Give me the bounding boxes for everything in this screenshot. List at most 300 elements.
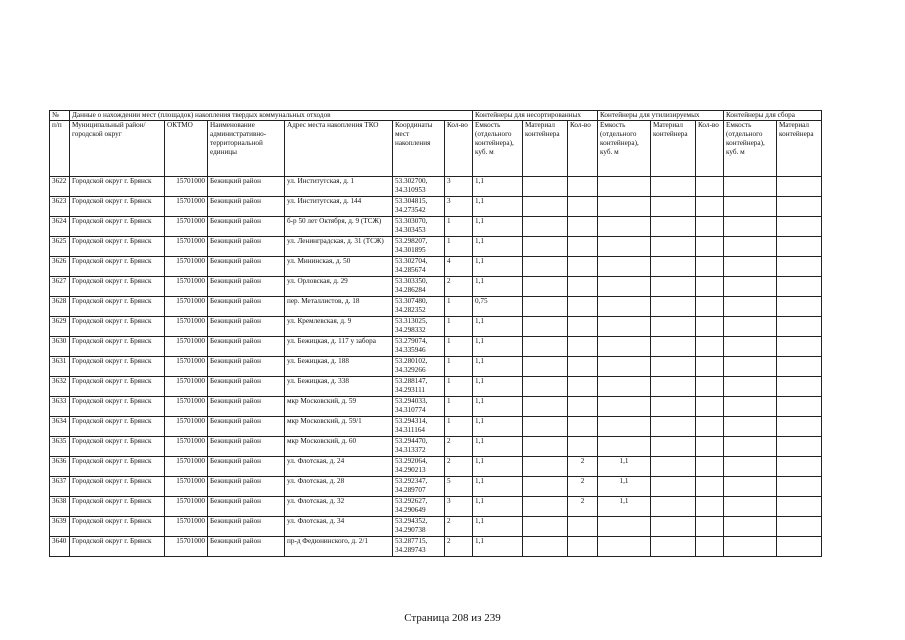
cell-collect-count xyxy=(696,257,724,277)
cell-admin-unit: Бежицкий район xyxy=(208,337,285,357)
cell-collect-material xyxy=(777,297,822,317)
cell-recycle-volume xyxy=(598,177,651,197)
cell-oktmo: 15701000 xyxy=(165,177,208,197)
cell-collect-material xyxy=(777,257,822,277)
cell-address: ул. Бежицкая, д. 188 xyxy=(285,357,393,377)
cell-address: пр-д Федюнинского, д. 2/1 xyxy=(285,537,393,557)
table-row xyxy=(50,197,822,217)
cell-recycle-volume xyxy=(598,217,651,237)
cell-coords: 53.288147, 34.293111 xyxy=(393,377,445,397)
cell-unsorted-count: 1 xyxy=(445,397,473,417)
cell-collect-material xyxy=(777,457,822,477)
cell-coords: 53.303350, 34.286284 xyxy=(393,277,445,297)
cell-address: ул. Орловская, д. 29 xyxy=(285,277,393,297)
cell-no: 3636 xyxy=(50,457,70,477)
cell-oktmo: 15701000 xyxy=(165,337,208,357)
table-row xyxy=(50,357,822,377)
cell-no: 3635 xyxy=(50,437,70,457)
cell-coords: 53.298207, 34.301895 xyxy=(393,237,445,257)
cell-address: ул. Институтская, д. 1 xyxy=(285,177,393,197)
cell-collect-volume xyxy=(724,477,777,497)
cell-recycle-volume: 1,1 xyxy=(598,457,651,477)
cell-collect-count xyxy=(696,277,724,297)
cell-admin-unit: Бежицкий район xyxy=(208,517,285,537)
cell-oktmo: 15701000 xyxy=(165,457,208,477)
cell-municipality: Городской округ г. Брянск xyxy=(70,237,165,257)
cell-address: ул. Бежицкая, д. 338 xyxy=(285,377,393,397)
cell-unsorted-count: 2 xyxy=(445,437,473,457)
cell-no: 3624 xyxy=(50,217,70,237)
cell-unsorted-volume: 1,1 xyxy=(473,217,523,237)
cell-unsorted-material xyxy=(523,297,568,317)
cell-recycle-count xyxy=(568,197,598,217)
cell-collect-material xyxy=(777,437,822,457)
cell-unsorted-volume: 1,1 xyxy=(473,317,523,337)
table-row xyxy=(50,217,822,237)
cell-recycle-count xyxy=(568,417,598,437)
cell-admin-unit: Бежицкий район xyxy=(208,417,285,437)
cell-unsorted-volume: 1,1 xyxy=(473,177,523,197)
cell-unsorted-count: 2 xyxy=(445,517,473,537)
cell-admin-unit: Бежицкий район xyxy=(208,197,285,217)
cell-municipality: Городской округ г. Брянск xyxy=(70,477,165,497)
cell-collect-volume xyxy=(724,417,777,437)
cell-no: 3631 xyxy=(50,357,70,377)
cell-collect-count xyxy=(696,317,724,337)
cell-recycle-volume xyxy=(598,297,651,317)
cell-collect-material xyxy=(777,217,822,237)
cell-recycle-material xyxy=(651,237,696,257)
cell-unsorted-count: 2 xyxy=(445,457,473,477)
cell-no: 3632 xyxy=(50,377,70,397)
cell-collect-volume xyxy=(724,357,777,377)
table-row xyxy=(50,237,822,257)
cell-unsorted-volume: 1,1 xyxy=(473,337,523,357)
cell-municipality: Городской округ г. Брянск xyxy=(70,397,165,417)
cell-admin-unit: Бежицкий район xyxy=(208,217,285,237)
cell-recycle-count: 2 xyxy=(568,457,598,477)
cell-recycle-volume: 1,1 xyxy=(598,477,651,497)
cell-unsorted-count: 3 xyxy=(445,497,473,517)
cell-collect-material xyxy=(777,517,822,537)
table-row xyxy=(50,257,822,277)
cell-municipality: Городской округ г. Брянск xyxy=(70,177,165,197)
cell-recycle-material xyxy=(651,337,696,357)
cell-recycle-count: 2 xyxy=(568,477,598,497)
cell-address: ул. Кремлевская, д. 9 xyxy=(285,317,393,337)
cell-unsorted-count: 1 xyxy=(445,297,473,317)
cell-collect-count xyxy=(696,437,724,457)
cell-collect-count xyxy=(696,357,724,377)
cell-oktmo: 15701000 xyxy=(165,217,208,237)
cell-collect-count xyxy=(696,497,724,517)
cell-unsorted-volume: 1,1 xyxy=(473,257,523,277)
cell-collect-volume xyxy=(724,297,777,317)
cell-oktmo: 15701000 xyxy=(165,317,208,337)
cell-oktmo: 15701000 xyxy=(165,357,208,377)
cell-admin-unit: Бежицкий район xyxy=(208,277,285,297)
cell-recycle-material xyxy=(651,497,696,517)
cell-unsorted-count: 3 xyxy=(445,177,473,197)
cell-collect-count xyxy=(696,477,724,497)
cell-oktmo: 15701000 xyxy=(165,197,208,217)
cell-municipality: Городской округ г. Брянск xyxy=(70,437,165,457)
cell-recycle-count xyxy=(568,397,598,417)
cell-recycle-volume xyxy=(598,437,651,457)
cell-admin-unit: Бежицкий район xyxy=(208,317,285,337)
cell-recycle-volume: 1,1 xyxy=(598,497,651,517)
cell-coords: 53.292064, 34.290213 xyxy=(393,457,445,477)
cell-no: 3628 xyxy=(50,297,70,317)
table-row xyxy=(50,277,822,297)
cell-unsorted-count: 1 xyxy=(445,337,473,357)
cell-no: 3625 xyxy=(50,237,70,257)
cell-recycle-count: 2 xyxy=(568,497,598,517)
cell-recycle-material xyxy=(651,357,696,377)
cell-recycle-count xyxy=(568,377,598,397)
cell-admin-unit: Бежицкий район xyxy=(208,497,285,517)
cell-municipality: Городской округ г. Брянск xyxy=(70,537,165,557)
cell-municipality: Городской округ г. Брянск xyxy=(70,317,165,337)
header-col-municipality: Муниципальный район/городской округ xyxy=(70,121,165,177)
cell-recycle-volume xyxy=(598,417,651,437)
cell-coords: 53.303070, 34.303453 xyxy=(393,217,445,237)
header-col-collect-material: Материал контейнера xyxy=(777,121,822,177)
cell-recycle-material xyxy=(651,477,696,497)
header-col-recycle-count: Кол-во xyxy=(568,121,598,177)
cell-oktmo: 15701000 xyxy=(165,537,208,557)
cell-coords: 53.294352, 34.290738 xyxy=(393,517,445,537)
cell-unsorted-material xyxy=(523,417,568,437)
page-counter: Страница 208 из 239 xyxy=(404,612,501,624)
cell-no: 3622 xyxy=(50,177,70,197)
cell-coords: 53.287715, 34.289743 xyxy=(393,537,445,557)
header-col-collect-count: Кол-во xyxy=(696,121,724,177)
cell-coords: 53.307480, 34.282352 xyxy=(393,297,445,317)
cell-unsorted-material xyxy=(523,377,568,397)
cell-collect-count xyxy=(696,217,724,237)
cell-recycle-volume xyxy=(598,197,651,217)
cell-municipality: Городской округ г. Брянск xyxy=(70,457,165,477)
cell-coords: 53.292347, 34.289707 xyxy=(393,477,445,497)
cell-collect-material xyxy=(777,277,822,297)
cell-unsorted-count: 1 xyxy=(445,317,473,337)
cell-collect-material xyxy=(777,357,822,377)
cell-municipality: Городской округ г. Брянск xyxy=(70,257,165,277)
cell-recycle-material xyxy=(651,397,696,417)
cell-coords: 53.280102, 34.329266 xyxy=(393,357,445,377)
cell-recycle-volume xyxy=(598,517,651,537)
cell-oktmo: 15701000 xyxy=(165,417,208,437)
cell-collect-volume xyxy=(724,397,777,417)
cell-admin-unit: Бежицкий район xyxy=(208,397,285,417)
table-row xyxy=(50,457,822,477)
cell-recycle-volume xyxy=(598,357,651,377)
cell-collect-material xyxy=(777,337,822,357)
table-row xyxy=(50,397,822,417)
cell-collect-count xyxy=(696,537,724,557)
cell-recycle-count xyxy=(568,517,598,537)
cell-no: 3633 xyxy=(50,397,70,417)
cell-coords: 53.294033, 34.310774 xyxy=(393,397,445,417)
cell-unsorted-material xyxy=(523,457,568,477)
cell-municipality: Городской округ г. Брянск xyxy=(70,377,165,397)
cell-collect-volume xyxy=(724,177,777,197)
cell-no: 3630 xyxy=(50,337,70,357)
cell-recycle-count xyxy=(568,357,598,377)
cell-unsorted-count: 1 xyxy=(445,417,473,437)
cell-recycle-count xyxy=(568,537,598,557)
header-col-unsorted-material: Материал контейнера xyxy=(523,121,568,177)
cell-unsorted-volume: 1,1 xyxy=(473,237,523,257)
cell-recycle-volume xyxy=(598,257,651,277)
cell-address: ул. Флотская, д. 34 xyxy=(285,517,393,537)
cell-municipality: Городской округ г. Брянск xyxy=(70,357,165,377)
cell-recycle-material xyxy=(651,217,696,237)
header-group-unsorted: Контейнеры для несортированных xyxy=(473,111,598,121)
cell-municipality: Городской округ г. Брянск xyxy=(70,497,165,517)
cell-unsorted-material xyxy=(523,357,568,377)
cell-collect-volume xyxy=(724,217,777,237)
cell-unsorted-volume: 1,1 xyxy=(473,477,523,497)
cell-oktmo: 15701000 xyxy=(165,277,208,297)
cell-admin-unit: Бежицкий район xyxy=(208,297,285,317)
cell-unsorted-volume: 1,1 xyxy=(473,377,523,397)
cell-unsorted-material xyxy=(523,397,568,417)
cell-collect-volume xyxy=(724,337,777,357)
cell-municipality: Городской округ г. Брянск xyxy=(70,297,165,317)
cell-unsorted-material xyxy=(523,257,568,277)
cell-address: мкр Московский, д. 59/1 xyxy=(285,417,393,437)
cell-unsorted-count: 1 xyxy=(445,237,473,257)
cell-unsorted-volume: 1,1 xyxy=(473,417,523,437)
cell-oktmo: 15701000 xyxy=(165,377,208,397)
cell-no: 3626 xyxy=(50,257,70,277)
cell-recycle-material xyxy=(651,417,696,437)
cell-coords: 53.313025, 34.298332 xyxy=(393,317,445,337)
cell-collect-count xyxy=(696,237,724,257)
cell-no: 3627 xyxy=(50,277,70,297)
cell-collect-count xyxy=(696,337,724,357)
cell-recycle-material xyxy=(651,517,696,537)
cell-recycle-volume xyxy=(598,237,651,257)
cell-unsorted-volume: 1,1 xyxy=(473,277,523,297)
cell-unsorted-volume: 0,75 xyxy=(473,297,523,317)
cell-admin-unit: Бежицкий район xyxy=(208,537,285,557)
cell-coords: 53.292627, 34.290649 xyxy=(393,497,445,517)
cell-address: мкр Московский, д. 59 xyxy=(285,397,393,417)
cell-municipality: Городской округ г. Брянск xyxy=(70,337,165,357)
cell-collect-material xyxy=(777,177,822,197)
cell-collect-material xyxy=(777,497,822,517)
table-row xyxy=(50,477,822,497)
cell-oktmo: 15701000 xyxy=(165,257,208,277)
cell-recycle-volume xyxy=(598,277,651,297)
cell-collect-volume xyxy=(724,237,777,257)
cell-admin-unit: Бежицкий район xyxy=(208,257,285,277)
cell-address: ул. Флотская, д. 28 xyxy=(285,477,393,497)
cell-recycle-volume xyxy=(598,317,651,337)
cell-admin-unit: Бежицкий район xyxy=(208,237,285,257)
cell-admin-unit: Бежицкий район xyxy=(208,437,285,457)
header-no-top: № xyxy=(50,111,70,121)
cell-coords: 53.279074, 34.335946 xyxy=(393,337,445,357)
cell-collect-volume xyxy=(724,277,777,297)
cell-unsorted-count: 1 xyxy=(445,377,473,397)
table-row xyxy=(50,177,822,197)
cell-address: б-р 50 лет Октября, д. 9 (ТСЖ) xyxy=(285,217,393,237)
cell-recycle-count xyxy=(568,317,598,337)
header-col-unsorted-volume: Емкость (отдельного контейнера), куб. м xyxy=(473,121,523,177)
cell-unsorted-count: 3 xyxy=(445,197,473,217)
header-row-groups xyxy=(50,111,822,121)
cell-recycle-count xyxy=(568,177,598,197)
cell-address: мкр Московский, д. 60 xyxy=(285,437,393,457)
cell-unsorted-volume: 1,1 xyxy=(473,437,523,457)
cell-unsorted-material xyxy=(523,317,568,337)
cell-recycle-count xyxy=(568,277,598,297)
table-row xyxy=(50,497,822,517)
cell-collect-material xyxy=(777,417,822,437)
table-row xyxy=(50,517,822,537)
cell-municipality: Городской округ г. Брянск xyxy=(70,277,165,297)
cell-recycle-count xyxy=(568,257,598,277)
cell-unsorted-material xyxy=(523,517,568,537)
cell-recycle-volume xyxy=(598,337,651,357)
cell-oktmo: 15701000 xyxy=(165,477,208,497)
cell-unsorted-material xyxy=(523,337,568,357)
table-row xyxy=(50,377,822,397)
cell-no: 3634 xyxy=(50,417,70,437)
cell-unsorted-volume: 1,1 xyxy=(473,457,523,477)
cell-municipality: Городской округ г. Брянск xyxy=(70,517,165,537)
cell-oktmo: 15701000 xyxy=(165,297,208,317)
cell-recycle-material xyxy=(651,297,696,317)
cell-recycle-count xyxy=(568,337,598,357)
cell-admin-unit: Бежицкий район xyxy=(208,177,285,197)
cell-unsorted-count: 5 xyxy=(445,477,473,497)
cell-collect-volume xyxy=(724,517,777,537)
cell-address: ул. Институтская, д. 144 xyxy=(285,197,393,217)
cell-recycle-material xyxy=(651,437,696,457)
table-row xyxy=(50,437,822,457)
cell-recycle-count xyxy=(568,297,598,317)
cell-admin-unit: Бежицкий район xyxy=(208,357,285,377)
cell-municipality: Городской округ г. Брянск xyxy=(70,217,165,237)
cell-coords: 53.302700, 34.310953 xyxy=(393,177,445,197)
cell-collect-material xyxy=(777,317,822,337)
cell-collect-volume xyxy=(724,497,777,517)
cell-municipality: Городской округ г. Брянск xyxy=(70,197,165,217)
cell-collect-material xyxy=(777,377,822,397)
cell-oktmo: 15701000 xyxy=(165,237,208,257)
cell-coords: 53.294314, 34.311164 xyxy=(393,417,445,437)
cell-collect-count xyxy=(696,197,724,217)
cell-unsorted-volume: 1,1 xyxy=(473,357,523,377)
cell-recycle-count xyxy=(568,437,598,457)
header-col-no: п/п xyxy=(50,121,70,177)
cell-collect-count xyxy=(696,297,724,317)
cell-recycle-count xyxy=(568,217,598,237)
header-col-recycle-volume: Емкость (отдельного контейнера), куб. м xyxy=(598,121,651,177)
cell-unsorted-volume: 1,1 xyxy=(473,537,523,557)
cell-collect-volume xyxy=(724,437,777,457)
cell-collect-material xyxy=(777,197,822,217)
cell-collect-count xyxy=(696,397,724,417)
cell-address: пер. Металлистов, д. 18 xyxy=(285,297,393,317)
cell-admin-unit: Бежицкий район xyxy=(208,477,285,497)
cell-unsorted-volume: 1,1 xyxy=(473,397,523,417)
cell-recycle-material xyxy=(651,177,696,197)
cell-unsorted-count: 1 xyxy=(445,357,473,377)
table-row xyxy=(50,337,822,357)
cell-recycle-material xyxy=(651,537,696,557)
cell-oktmo: 15701000 xyxy=(165,517,208,537)
cell-recycle-material xyxy=(651,197,696,217)
cell-recycle-material xyxy=(651,377,696,397)
cell-unsorted-volume: 1,1 xyxy=(473,497,523,517)
cell-no: 3629 xyxy=(50,317,70,337)
cell-no: 3623 xyxy=(50,197,70,217)
cell-unsorted-material xyxy=(523,537,568,557)
cell-unsorted-material xyxy=(523,497,568,517)
cell-collect-count xyxy=(696,457,724,477)
cell-oktmo: 15701000 xyxy=(165,437,208,457)
cell-unsorted-material xyxy=(523,237,568,257)
header-col-admin-unit: Наименование административно-территориальной единицы xyxy=(208,121,285,177)
cell-recycle-material xyxy=(651,317,696,337)
cell-unsorted-material xyxy=(523,277,568,297)
cell-admin-unit: Бежицкий район xyxy=(208,377,285,397)
cell-unsorted-material xyxy=(523,177,568,197)
cell-collect-volume xyxy=(724,457,777,477)
header-group-collect: Контейнеры для сбора xyxy=(724,111,822,121)
cell-unsorted-volume: 1,1 xyxy=(473,517,523,537)
cell-collect-count xyxy=(696,417,724,437)
cell-collect-volume xyxy=(724,257,777,277)
table-row xyxy=(50,297,822,317)
cell-coords: 53.304815, 34.273542 xyxy=(393,197,445,217)
cell-unsorted-material xyxy=(523,217,568,237)
header-row-columns xyxy=(50,121,822,177)
cell-unsorted-count: 2 xyxy=(445,537,473,557)
cell-unsorted-material xyxy=(523,437,568,457)
cell-no: 3639 xyxy=(50,517,70,537)
cell-address: ул. Флотская, д. 24 xyxy=(285,457,393,477)
cell-no: 3640 xyxy=(50,537,70,557)
cell-municipality: Городской округ г. Брянск xyxy=(70,417,165,437)
cell-collect-material xyxy=(777,537,822,557)
header-col-oktmo: ОКТМО xyxy=(165,121,208,177)
cell-collect-material xyxy=(777,237,822,257)
cell-unsorted-count: 1 xyxy=(445,217,473,237)
cell-address: ул. Бежицкая, д. 117 у забора xyxy=(285,337,393,357)
cell-collect-volume xyxy=(724,377,777,397)
cell-collect-material xyxy=(777,477,822,497)
header-col-recycle-material: Материал контейнера xyxy=(651,121,696,177)
cell-collect-count xyxy=(696,517,724,537)
header-group-main: Данные о нахождении мест (площадок) накопления твердых коммунальных отходов xyxy=(70,111,473,121)
cell-unsorted-count: 4 xyxy=(445,257,473,277)
cell-recycle-volume xyxy=(598,397,651,417)
cell-collect-volume xyxy=(724,197,777,217)
cell-recycle-volume xyxy=(598,377,651,397)
cell-coords: 53.302704, 34.285674 xyxy=(393,257,445,277)
cell-unsorted-volume: 1,1 xyxy=(473,197,523,217)
header-col-collect-volume: Емкость (отдельного контейнера), куб. м xyxy=(724,121,777,177)
table-row xyxy=(50,317,822,337)
header-col-coords: Координаты мест накопления xyxy=(393,121,445,177)
